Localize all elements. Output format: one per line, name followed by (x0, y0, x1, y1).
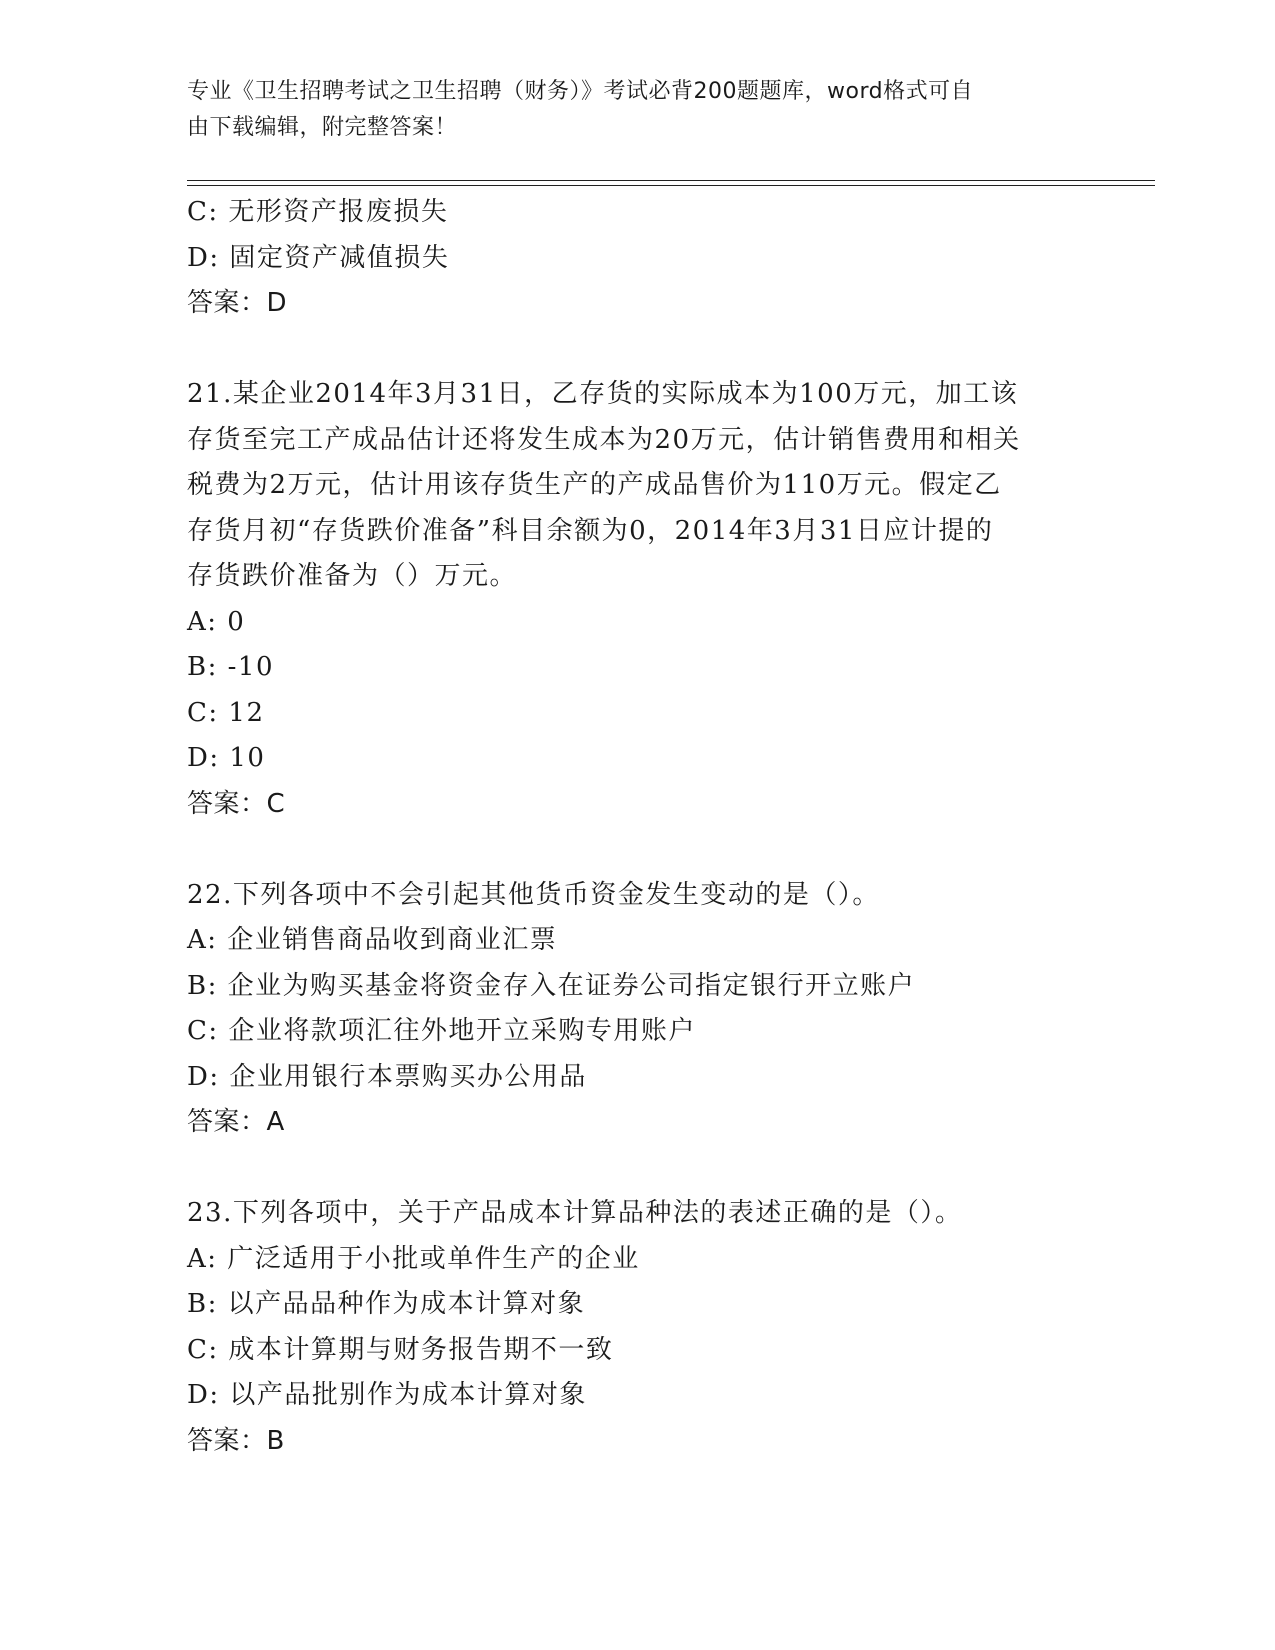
stem-line: 存货月初“存货跌价准备”科目余额为0，2014年3月31日应计提的 (187, 515, 994, 546)
document-body (187, 190, 1087, 1464)
question-stem: 23.下列各项中，关于产品成本计算品种法的表述正确的是（）。 (187, 1198, 963, 1228)
answer-line: 答案：C (187, 788, 286, 819)
question-23 (187, 1191, 1087, 1464)
option-d: D: 固定资产减值损失 (187, 242, 450, 273)
previous-question-tail (187, 190, 1087, 327)
question-stem (187, 372, 1087, 600)
option-d: D: 企业用银行本票购买办公用品 (187, 1061, 587, 1092)
document-header (187, 74, 1067, 146)
option-a: A: 0 (187, 606, 246, 637)
option-b: B: 企业为购买基金将资金存入在证券公司指定银行开立账户 (187, 970, 916, 1001)
question-stem: 22.下列各项中不会引起其他货币资金发生变动的是（）。 (187, 879, 880, 910)
header-divider-bottom (187, 185, 1155, 186)
option-c: C: 企业将款项汇往外地开立采购专用账户 (187, 1016, 696, 1046)
answer-line: 答案：A (187, 1107, 285, 1137)
option-c: C: 12 (187, 697, 265, 728)
header-divider-top (187, 180, 1155, 181)
stem-line: 存货跌价准备为（）万元。 (187, 561, 518, 591)
question-21 (187, 372, 1087, 827)
option-c: C: 成本计算期与财务报告期不一致 (187, 1334, 614, 1365)
option-c: C: 无形资产报废损失 (187, 197, 449, 227)
question-22 (187, 873, 1087, 1146)
answer-line: 答案：B (187, 1425, 285, 1456)
stem-line: 21.某企业2014年3月31日，乙存货的实际成本为100万元，加工该 (187, 379, 1019, 409)
option-d: D: 以产品批别作为成本计算对象 (187, 1380, 587, 1410)
option-b: B: 以产品品种作为成本计算对象 (187, 1289, 586, 1319)
stem-line: 税费为2万元，估计用该存货生产的产成品售价为110万元。假定乙 (187, 470, 1002, 500)
header-line-1: 专业《卫生招聘考试之卫生招聘（财务）》考试必背200题题库，word格式可自 (187, 79, 974, 104)
stem-line: 存货至完工产成品估计还将发生成本为20万元，估计销售费用和相关 (187, 424, 1021, 455)
option-a: A: 广泛适用于小批或单件生产的企业 (187, 1243, 640, 1274)
answer-line: 答案：D (187, 288, 288, 318)
option-d: D: 10 (187, 743, 266, 773)
option-b: B: -10 (187, 652, 274, 682)
option-a: A: 企业销售商品收到商业汇票 (187, 925, 558, 955)
header-line-2: 由下载编辑，附完整答案！ (187, 115, 458, 140)
